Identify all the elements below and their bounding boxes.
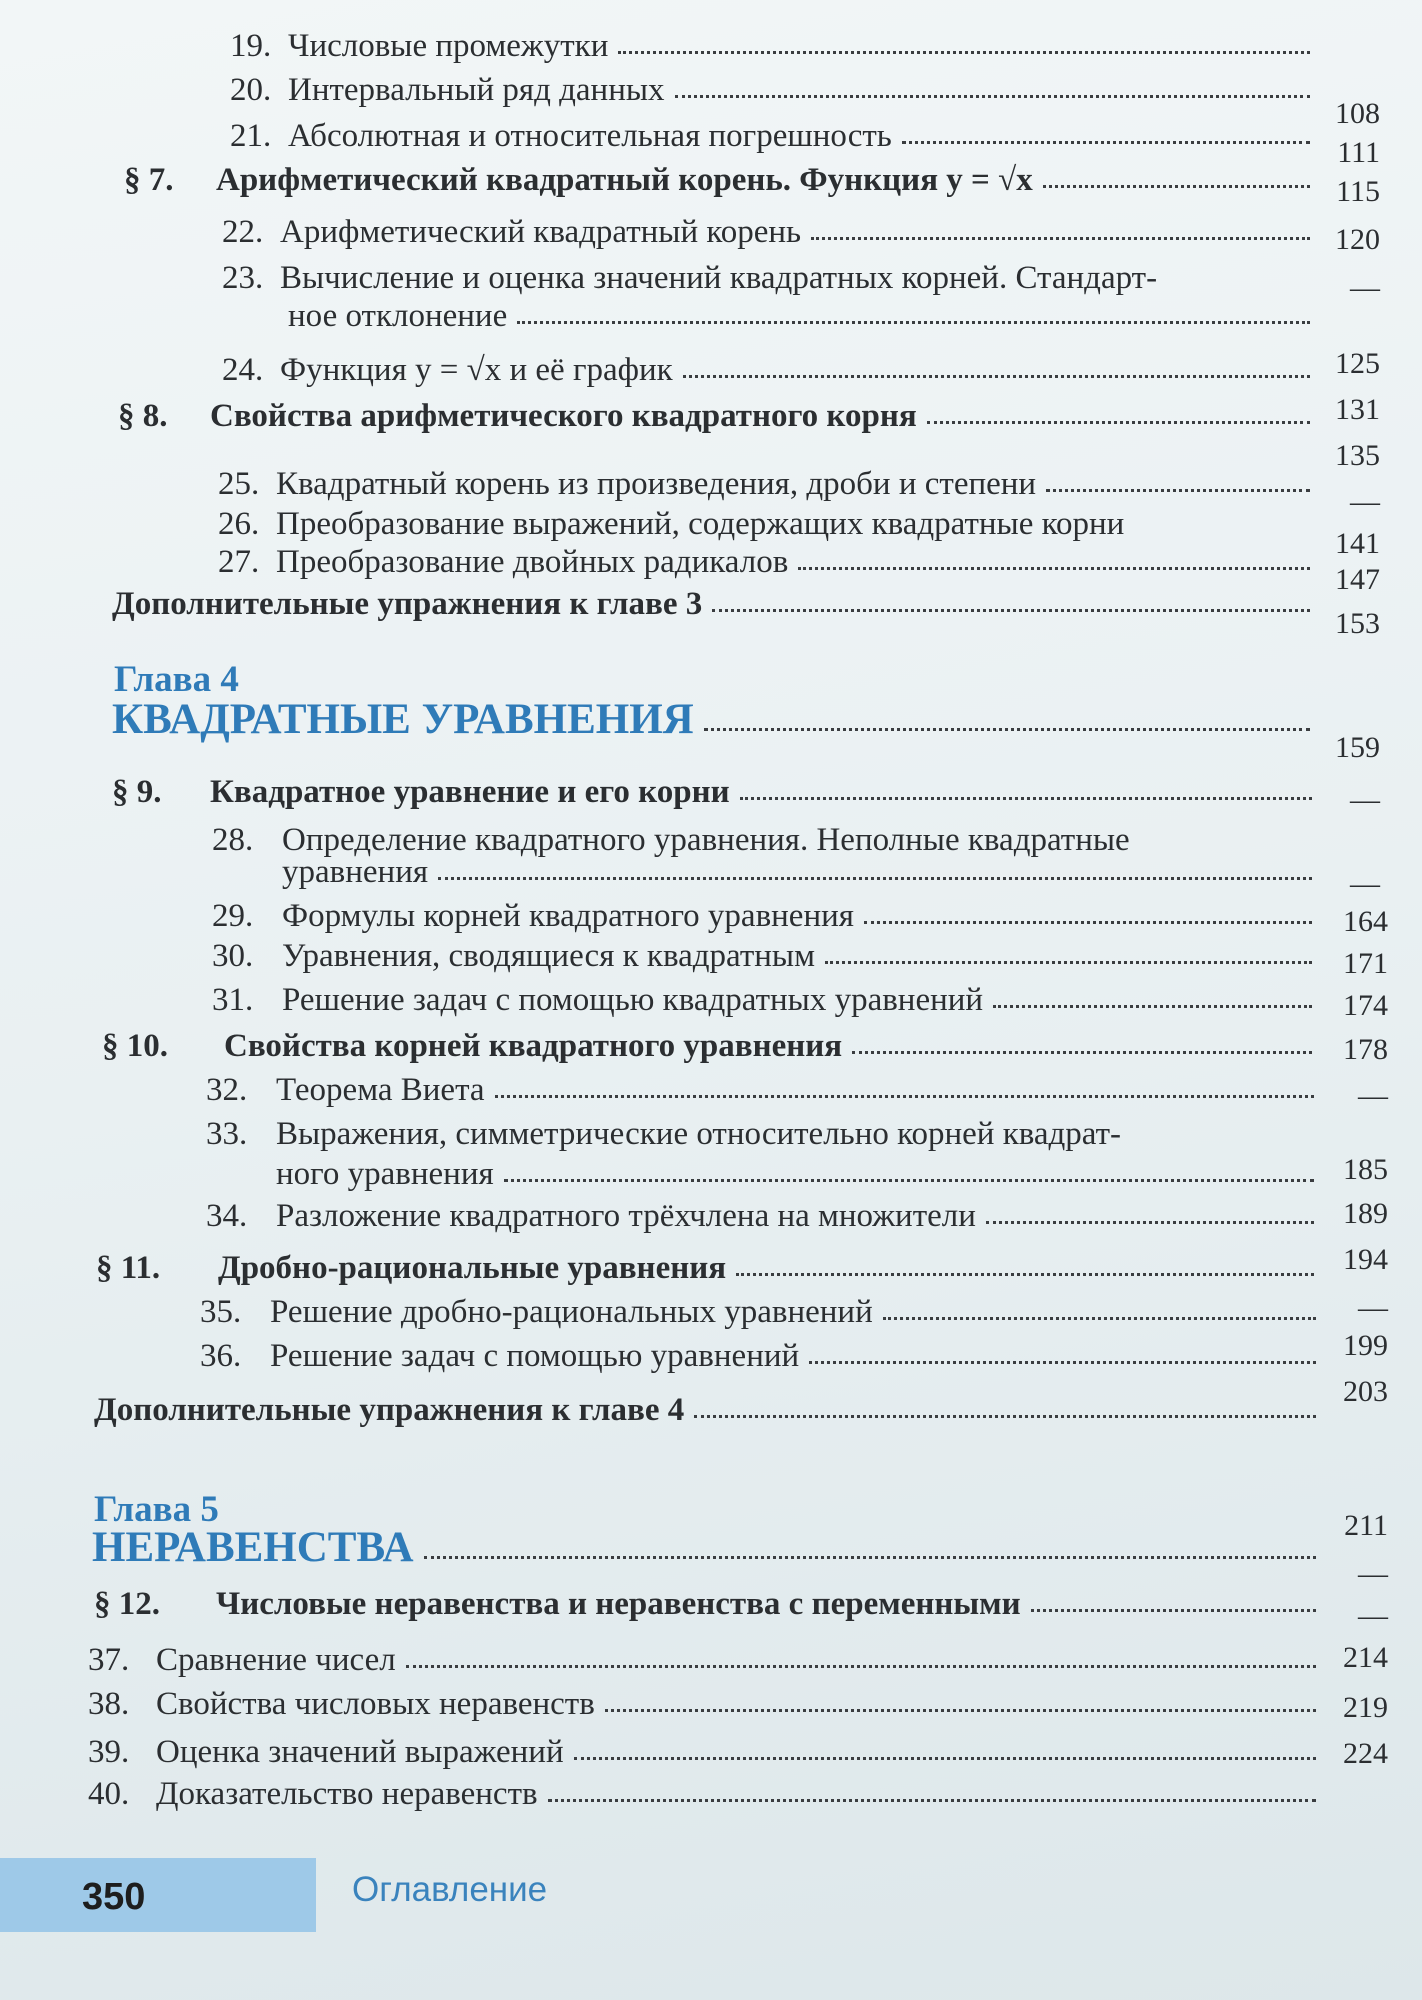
entry-title: Выражения, симметрические относительно корней квадрат- [276,1116,1122,1152]
entry-page: 153 [1335,607,1380,640]
entry-page: 171 [1343,947,1388,980]
toc-entry[interactable] [218,542,1320,582]
entry-title: Сравнение чисел [156,1642,396,1678]
section-title: Числовые неравенства и неравенства с переменными [216,1586,1021,1622]
toc-entry[interactable] [88,1732,1326,1772]
dot-leader [574,1755,1316,1760]
dot-leader [1046,487,1310,492]
toc-entry[interactable] [218,464,1320,504]
section-number: § 9. [112,774,162,810]
entry-page: 108 [1335,97,1380,130]
chapter-label: Глава 5 [94,1489,219,1530]
section-number: § 7. [124,162,174,198]
dot-leader [986,1219,1314,1224]
entry-number: 38. [88,1686,130,1722]
toc-entry[interactable] [230,116,1320,156]
chapter-page: 211 [1344,1509,1388,1542]
dot-leader [424,1554,1316,1559]
entry-number: 39. [88,1734,130,1770]
section-title: Арифметический квадратный корень. Функция y = √x [216,162,1033,198]
section-number: § 10. [102,1028,168,1064]
entry-title: Свойства числовых неравенств [156,1686,595,1722]
toc-entry[interactable] [222,212,1320,252]
dot-leader [852,1049,1312,1054]
toc-entry[interactable] [212,896,1322,936]
entry-page: 135 [1335,439,1380,472]
entry-title: Функция y = √x и её график [280,352,673,388]
entry-number: 34. [206,1198,248,1234]
entry-number: 31. [212,982,254,1018]
entry-title: Решение задач с помощью квадратных уравнений [282,982,984,1018]
toc-entry[interactable] [88,1684,1326,1724]
entry-number: 28. [212,822,254,858]
entry-number: 35. [200,1294,242,1330]
entry-title: Вычисление и оценка значений квадратных корней. Стандарт- [280,260,1158,296]
toc-entry[interactable] [200,1336,1326,1376]
entry-number: 27. [218,544,260,580]
chapter-label: Глава 4 [114,659,239,700]
entry-title: Арифметический квадратный корень [280,214,802,250]
entry-page: — [1350,271,1380,304]
toc-section[interactable] [118,396,1320,436]
toc-section[interactable] [112,772,1322,812]
entry-page: 203 [1343,1375,1388,1408]
toc-entry[interactable] [222,258,1157,298]
dot-leader [504,1177,1314,1182]
toc-entry[interactable] [230,26,1320,66]
entry-title: Дополнительные упражнения к главе 3 [112,586,703,622]
dot-leader [740,795,1312,800]
dot-leader [694,1413,1316,1418]
entry-number: 37. [88,1642,130,1678]
footer-page-number: 350 [82,1876,146,1918]
entry-title: Решение задач с помощью уравнений [270,1338,800,1374]
chapter-heading[interactable] [112,696,1320,743]
dot-leader [683,373,1310,378]
dot-leader [927,419,1310,424]
dot-leader [438,875,1312,880]
dot-leader [825,959,1312,964]
entry-page: 224 [1343,1737,1388,1770]
entry-title: Формулы корней квадратного уравнения [282,898,854,934]
toc-entry[interactable] [88,1640,1326,1680]
entry-number: 25. [218,466,260,502]
entry-page: 178 [1343,1033,1388,1066]
dot-leader [809,1359,1316,1364]
toc-section[interactable] [102,1026,1322,1066]
toc-entry[interactable] [212,936,1322,976]
entry-title: Преобразование двойных радикалов [276,544,789,580]
entry-title-continuation: ное отклонение [288,298,508,334]
dot-leader [712,607,1310,612]
entry-page: 189 [1343,1197,1388,1230]
dot-leader [798,565,1310,570]
entry-page: 214 [1343,1641,1388,1674]
entry-number: 22. [222,214,264,250]
toc-entry[interactable] [222,350,1320,390]
entry-title: Дополнительные упражнения к главе 4 [94,1392,685,1428]
dot-leader [1043,183,1310,188]
entry-number: 29. [212,898,254,934]
entry-page: 115 [1336,175,1380,208]
footer-page-tab [0,1858,316,1932]
dot-leader [864,919,1312,924]
toc-entry[interactable] [88,1774,1326,1814]
entry-page: 131 [1335,393,1380,426]
toc-entry[interactable] [230,70,1320,110]
entry-page: — [1358,1599,1388,1632]
dot-leader [811,235,1310,240]
chapter-page: 159 [1335,731,1380,764]
toc-section[interactable] [96,1248,1324,1288]
toc-entry[interactable] [206,1196,1324,1236]
entry-number: 32. [206,1072,248,1108]
toc-entry-continuation[interactable] [282,852,1322,892]
toc-entry[interactable] [206,1070,1324,1110]
entry-page: 111 [1337,136,1380,169]
section-title: Свойства корней квадратного уравнения [224,1028,843,1064]
entry-page: — [1358,1079,1388,1112]
entry-number: 20. [230,72,272,108]
toc-entry[interactable] [218,504,1320,544]
toc-entry[interactable] [200,1292,1326,1332]
entry-number: 40. [88,1776,130,1812]
toc-entry[interactable] [206,1114,1121,1154]
toc-entry-continuation[interactable] [276,1154,1324,1194]
entry-page: — [1358,1291,1388,1324]
entry-title: Интервальный ряд данных [288,72,665,108]
section-title: Квадратное уравнение и его корни [210,774,730,810]
entry-page: 219 [1343,1691,1388,1724]
section-number: § 12. [94,1586,160,1622]
dot-leader [1031,1607,1316,1612]
footer-title: Оглавление [352,1870,548,1909]
entry-page: 147 [1335,563,1380,596]
entry-number: 23. [222,260,264,296]
section-number: § 11. [96,1250,161,1286]
dot-leader [902,139,1310,144]
toc-entry-continuation[interactable] [288,296,1320,336]
chapter-title: КВАДРАТНЫЕ УРАВНЕНИЯ [112,696,694,743]
chapter-heading[interactable] [92,1524,1326,1571]
section-number: § 8. [118,398,168,434]
section-title: Свойства арифметического квадратного корня [210,398,917,434]
entry-title-continuation: уравнения [282,854,429,890]
dot-leader [406,1663,1316,1668]
entry-title: Решение дробно-рациональных уравнений [270,1294,873,1330]
dot-leader [495,1093,1314,1098]
entry-number: 26. [218,506,260,542]
entry-number: 36. [200,1338,242,1374]
entry-title: Абсолютная и относительная погрешность [288,118,892,154]
chapter-title: НЕРАВЕНСТВА [92,1524,414,1571]
dot-leader [736,1271,1314,1276]
entry-title: Числовые промежутки [288,28,609,64]
entry-title-continuation: ного уравнения [276,1156,494,1192]
dot-leader [675,93,1310,98]
entry-title: Доказательство неравенств [156,1776,538,1812]
entry-number: 24. [222,352,264,388]
entry-title: Уравнения, сводящиеся к квадратным [282,938,815,974]
entry-page: — [1350,783,1380,816]
toc-section[interactable] [124,160,1320,200]
entry-page: 185 [1343,1153,1388,1186]
dot-leader [704,726,1310,731]
toc-extra-exercises[interactable] [112,584,1320,624]
entry-page: — [1350,485,1380,518]
toc-entry[interactable] [212,980,1322,1020]
entry-title: Преобразование выражений, содержащих квадратные корни [276,506,1125,542]
entry-number: 19. [230,28,272,64]
dot-leader [993,1003,1312,1008]
entry-page: 125 [1335,347,1380,380]
entry-title: Теорема Виета [276,1072,485,1108]
entry-number: 30. [212,938,254,974]
dot-leader [548,1797,1316,1802]
entry-page: 164 [1343,905,1388,938]
entry-number: 33. [206,1116,248,1152]
dot-leader [605,1707,1316,1712]
section-title: Дробно-рациональные уравнения [218,1250,727,1286]
dot-leader [517,319,1310,324]
entry-page: 174 [1343,989,1388,1022]
dot-leader [618,49,1310,54]
entry-page: — [1350,867,1380,900]
entry-title: Разложение квадратного трёхчлена на множители [276,1198,976,1234]
entry-page: 199 [1343,1329,1388,1362]
entry-number: 21. [230,118,272,154]
entry-page: 120 [1335,223,1380,256]
toc-section[interactable] [94,1584,1326,1624]
entry-page: 194 [1343,1243,1388,1276]
dot-leader [883,1315,1316,1320]
entry-title: Оценка значений выражений [156,1734,564,1770]
entry-title: Квадратный корень из произведения, дроби и степени [276,466,1037,502]
entry-title: Определение квадратного уравнения. Неполные квадратные [282,822,1130,858]
entry-page: — [1358,1557,1388,1590]
toc-extra-exercises[interactable] [94,1390,1326,1430]
entry-page: 141 [1335,527,1380,560]
